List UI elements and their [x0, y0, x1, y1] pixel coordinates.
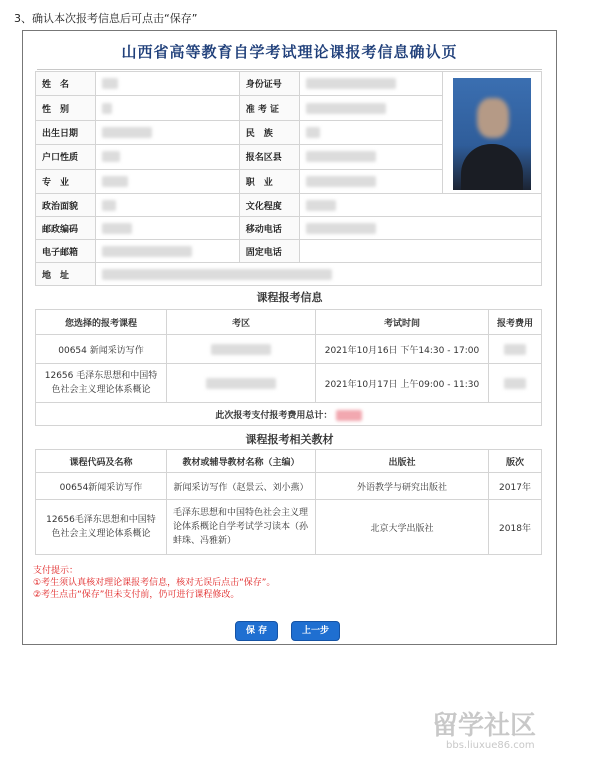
- value-email: [96, 240, 240, 263]
- book-course: 00654新闻采访写作: [36, 473, 167, 500]
- value-ticket: [299, 96, 443, 120]
- book-publisher: 北京大学出版社: [316, 500, 489, 555]
- watermark-logo: 留学社区: [432, 711, 537, 741]
- course-table: [35, 309, 542, 426]
- value-education: [299, 194, 541, 217]
- payment-tips: [33, 565, 275, 601]
- step-instruction: 3、确认本次报考信息后可点击“保存”: [14, 12, 198, 25]
- label-gender: 性 别: [36, 96, 96, 120]
- books-section-title: 课程报考相关教材: [245, 433, 334, 446]
- value-mobile: [299, 217, 541, 240]
- back-button[interactable]: 上一步: [291, 621, 340, 641]
- value-postcode: [96, 217, 240, 240]
- value-job: [299, 169, 443, 193]
- course-fee: [489, 364, 542, 403]
- watermark-url: bbs.liuxue86.com: [446, 740, 535, 751]
- course-area: [167, 335, 316, 364]
- book-title: 新闻采访写作（赵景云、刘小燕）: [167, 473, 316, 500]
- label-mobile: 移动电话: [239, 217, 299, 240]
- course-header-fee: 报考费用: [489, 310, 542, 335]
- course-header-course: 您选择的报考课程: [36, 310, 167, 335]
- book-row: [36, 500, 542, 555]
- book-course: 12656毛泽东思想和中国特色社会主义理论体系概论: [36, 500, 167, 555]
- label-region: 报名区县: [239, 145, 299, 169]
- personal-info-table: [35, 71, 542, 286]
- value-ethnic: [299, 120, 443, 144]
- book-publisher: 外语教学与研究出版社: [316, 473, 489, 500]
- title-divider: [37, 69, 542, 70]
- course-header-time: 考试时间: [316, 310, 489, 335]
- course-fee: [489, 335, 542, 364]
- books-header-edition: 版次: [489, 450, 542, 473]
- label-job: 职 业: [239, 169, 299, 193]
- course-name: 12656 毛泽东思想和中国特色社会主义理论体系概论: [36, 364, 167, 403]
- book-title: 毛泽东思想和中国特色社会主义理论体系概论自学考试学习读本（孙蚌珠、冯雅新）: [167, 500, 316, 555]
- course-time: 2021年10月16日 下午14:30 - 17:00: [316, 335, 489, 364]
- value-major: [96, 169, 240, 193]
- books-table: [35, 449, 542, 555]
- value-name: [96, 72, 240, 96]
- value-birth: [96, 120, 240, 144]
- book-edition: 2017年: [489, 473, 542, 500]
- label-postcode: 邮政编码: [36, 217, 96, 240]
- course-name: 00654 新闻采访写作: [36, 335, 167, 364]
- value-phone: [299, 240, 541, 263]
- label-name: 姓 名: [36, 72, 96, 96]
- label-hukou: 户口性质: [36, 145, 96, 169]
- books-header-course: 课程代码及名称: [36, 450, 167, 473]
- tips-heading: 支付提示：: [33, 566, 79, 576]
- value-political: [96, 194, 240, 217]
- book-row: [36, 473, 542, 500]
- total-label: 此次报考支付报考费用总计：: [215, 410, 333, 421]
- applicant-photo: [453, 78, 531, 190]
- label-political: 政治面貌: [36, 194, 96, 217]
- label-birth: 出生日期: [36, 120, 96, 144]
- value-gender: [96, 96, 240, 120]
- save-button[interactable]: 保 存: [235, 621, 278, 641]
- course-area: [167, 364, 316, 403]
- course-row: [36, 364, 542, 403]
- label-major: 专 业: [36, 169, 96, 193]
- course-section-title: 课程报考信息: [256, 291, 323, 304]
- label-ticket: 准 考 证: [239, 96, 299, 120]
- label-address: 地 址: [36, 263, 96, 286]
- label-id: 身份证号: [239, 72, 299, 96]
- books-header-title: 教材或辅导教材名称（主编）: [167, 450, 316, 473]
- tips-line-1: ①考生须认真核对理论课报考信息，核对无误后点击“保存”。: [33, 578, 276, 588]
- confirmation-page: [22, 30, 557, 645]
- course-header-area: 考区: [167, 310, 316, 335]
- books-header-publisher: 出版社: [316, 450, 489, 473]
- book-edition: 2018年: [489, 500, 542, 555]
- course-total: [36, 403, 542, 426]
- value-region: [299, 145, 443, 169]
- value-hukou: [96, 145, 240, 169]
- page-title: 山西省高等教育自学考试理论课报考信息确认页: [121, 43, 458, 61]
- label-phone: 固定电话: [239, 240, 299, 263]
- label-ethnic: 民 族: [239, 120, 299, 144]
- value-address: [96, 263, 542, 286]
- tips-line-2: ②考生点击“保存”但未支付前，仍可进行课程修改。: [33, 590, 240, 600]
- label-education: 文化程度: [239, 194, 299, 217]
- photo-cell: [443, 72, 542, 194]
- course-row: [36, 335, 542, 364]
- label-email: 电子邮箱: [36, 240, 96, 263]
- value-id: [299, 72, 443, 96]
- course-time: 2021年10月17日 上午09:00 - 11:30: [316, 364, 489, 403]
